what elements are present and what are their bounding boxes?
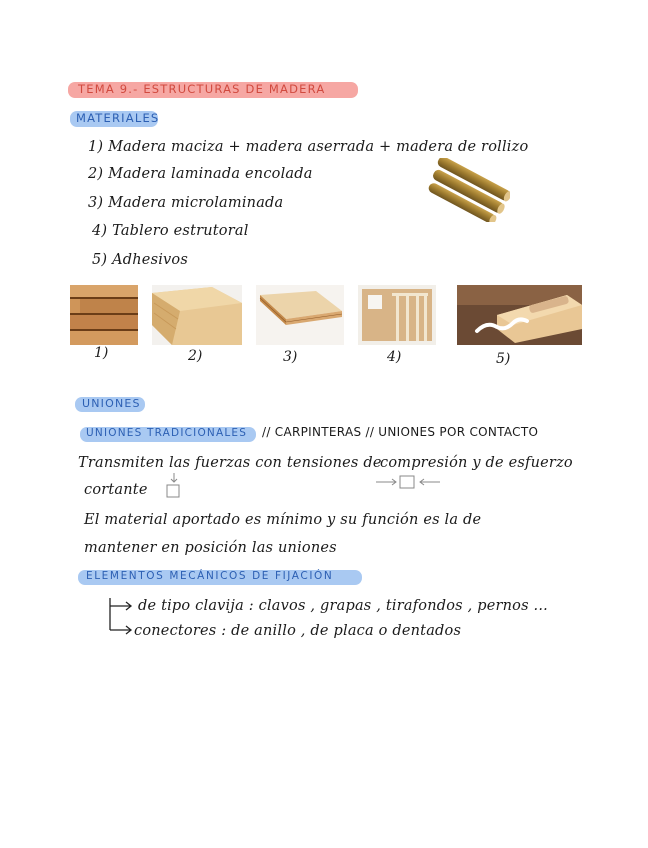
solid-wood-image <box>70 285 138 345</box>
adhesive-image <box>457 285 582 345</box>
photo-caption-1: 1) <box>94 345 109 361</box>
shear-diagram-icon <box>164 472 184 500</box>
elementos-heading: ELEMENTOS MECÁNICOS DE FIJACIÓN <box>86 570 334 582</box>
uniones-types: // CARPINTERAS // UNIONES POR CONTACTO <box>262 425 539 439</box>
bracket-arrows-icon <box>106 596 136 638</box>
uniones-heading: UNIONES <box>82 397 141 410</box>
mechanical-bullet-2: conectores : de anillo , de placa o dentados <box>134 623 462 639</box>
text-line-4: mantener en posición las uniones <box>84 540 337 556</box>
text-line-2: cortante <box>84 482 148 498</box>
material-item-2: 2) Madera laminada encolada <box>88 166 313 182</box>
material-item-4: 4) Tablero estrutoral <box>92 223 249 239</box>
text-line-1b: compresión y de esfuerzo <box>380 455 573 471</box>
material-item-5: 5) Adhesivos <box>92 252 189 268</box>
mechanical-bullet-1: de tipo clavija : clavos , grapas , tirafondos , pernos ... <box>138 598 548 614</box>
round-logs-image <box>428 158 510 222</box>
lvl-image <box>256 285 344 345</box>
photo-caption-4: 4) <box>387 349 402 365</box>
photo-caption-5: 5) <box>496 351 511 367</box>
material-item-1: 1) Madera maciza + madera aserrada + madera de rollizo <box>88 139 529 155</box>
compression-diagram-icon <box>374 472 442 492</box>
materiales-heading: MATERIALES <box>76 111 160 125</box>
photo-caption-3: 3) <box>283 349 298 365</box>
text-line-1: Transmiten las fuerzas con tensiones de <box>78 455 382 471</box>
page-title: TEMA 9.- ESTRUCTURAS DE MADERA <box>78 82 326 96</box>
uniones-tradicionales-heading: UNIONES TRADICIONALES <box>86 427 248 439</box>
glulam-image <box>152 285 242 345</box>
material-item-3: 3) Madera microlaminada <box>88 195 284 211</box>
photo-caption-2: 2) <box>188 348 203 364</box>
structural-panel-image <box>358 285 436 345</box>
text-line-3: El material aportado es mínimo y su función es la de <box>84 512 482 528</box>
